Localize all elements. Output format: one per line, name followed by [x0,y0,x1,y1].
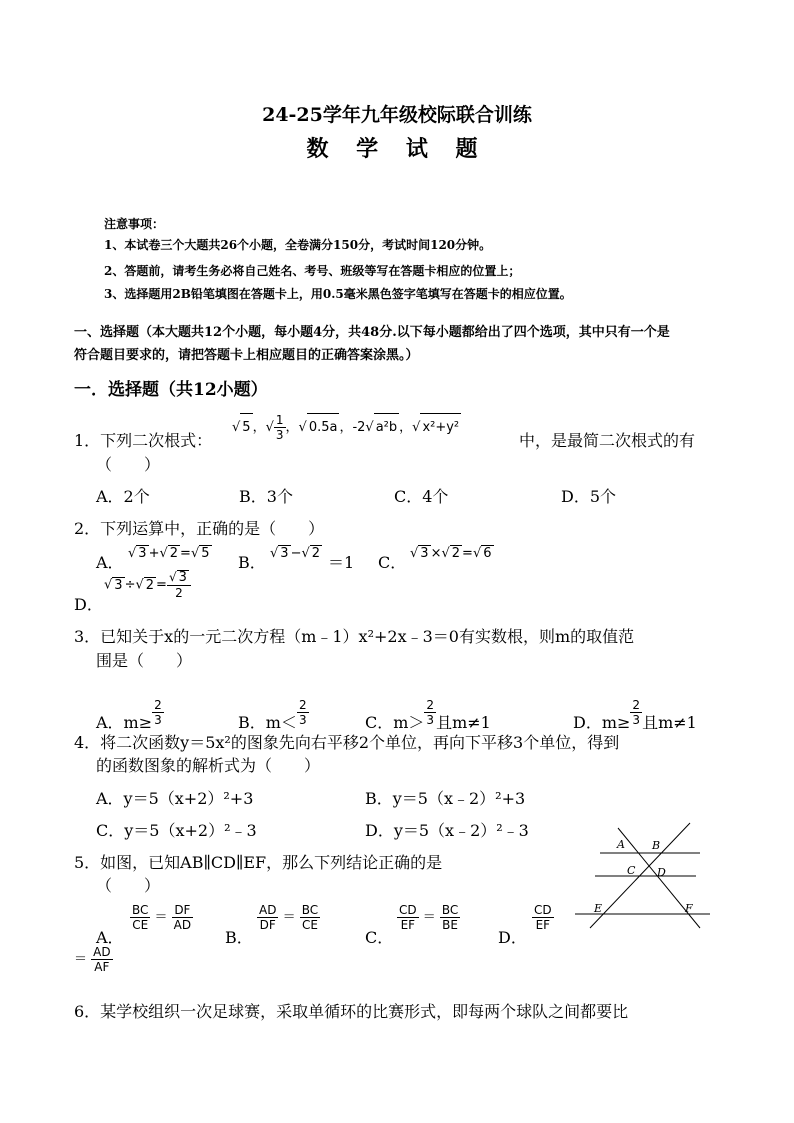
q2-option-b: √ 3 −√ 2 [270,546,321,561]
q2-option-c: √ 3 ×√ 2 =√ 6 [410,546,492,561]
q2-label-d: D． [74,595,103,614]
q5-label-a: A． [96,928,124,947]
q3-option-b: B．m＜ $\frac{2}{3}$ [238,698,307,732]
q1-stem-tail: 中，是最简二次根式的有 [519,431,696,450]
notice-item-3: 3、选择题用2B铅笔填图在答题卡上，用0.5毫米黑色签字笔填写在答题卡的相应位置。 [104,287,572,301]
section-intro-line2: 符合题目要求的，请把答题卡上相应题目的正确答案涂黑。） [74,348,419,363]
q2-option-d: √ 3 ÷√ 2 = $\frac{√ 3}{2}$ [104,570,191,600]
q5-option-c: $\frac{CD}{EF}$ ＝ $\frac{BC}{BE}$ [399,903,459,932]
label-d: D [657,866,666,879]
q5-option-d-part1: $\frac{CD}{EF}$ [534,903,552,932]
q5-stem: 5．如图，已知AB∥CD∥EF，那么下列结论正确的是 [74,853,443,872]
q1-option-a: A．2个 [96,487,150,506]
q2-option-b-rhs: ＝1 [328,553,355,572]
q1-option-c: C．4个 [394,487,449,506]
label-e: E [594,902,603,915]
q5-option-a: $\frac{BC}{CE}$ ＝ $\frac{DF}{AD}$ [132,903,192,932]
label-f: F [685,902,693,915]
q4-option-a: A．y＝5（x+2）²+3 [96,789,254,808]
label-a: A [617,838,625,851]
q2-stem: 2．下列运算中，正确的是（ ） [74,519,325,538]
notice-item-1: 1、本试卷三个大题共26个小题，全卷满分150分，考试时间120分钟。 [104,238,492,252]
q2-label-a: A． [96,553,124,572]
q2-label-b: B． [238,553,266,572]
q3-option-a: A．m≥ $\frac{2}{3}$ [96,698,162,732]
q1-radicals: √ 5 ，√ $\frac{1}{3}$ ，√ 0.5a ，-2√ a²b ，√ x²+y² [232,413,460,442]
q4-option-c: C．y＝5（x+2）²﹣3 [96,821,257,840]
q1-stem: 1．下列二次根式： [74,431,213,450]
exam-title: 24-25学年九年级校际联合训练 [262,104,532,126]
q4-option-d: D．y＝5（x﹣2）²﹣3 [365,821,529,840]
q2-label-c: C． [378,553,407,572]
q1-option-b: B．3个 [239,487,293,506]
q4-stem-line1: 4．将二次函数y＝5x²的图象先向右平移2个单位，再向下平移3个单位，得到 [74,733,620,752]
q1-option-d: D．5个 [561,487,617,506]
q2-option-a: √ 3 +√ 2 =√ 5 [128,546,210,561]
q3-stem-line2: 围是（ ） [96,651,193,670]
q4-stem-line2: 的函数图象的解析式为（ ） [96,756,321,775]
exam-subject: 数 学 试 题 [306,136,488,162]
label-c: C [627,864,636,877]
q3-option-d: D．m≥ $\frac{2}{3}$ 且m≠1 [573,698,697,732]
q5-option-b: $\frac{AD}{DF}$ ＝ $\frac{BC}{CE}$ [259,903,319,932]
notice-heading: 注意事项： [104,217,165,231]
q3-stem-line1: 3．已知关于x的一元二次方程（m﹣1）x²+2x﹣3＝0有实数根，则m的取值范 [74,627,635,646]
q5-option-d-part2: ＝ $\frac{AD}{AF}$ [74,945,111,974]
notice-item-2: 2、答题前，请考生务必将自己姓名、考号、班级等写在答题卡相应的位置上； [104,264,521,278]
q6-stem: 6．某学校组织一次足球赛，采取单循环的比赛形式，即每两个球队之间都要比 [74,1002,629,1021]
q1-blank: （ ） [96,455,161,474]
q4-option-b: B．y＝5（x﹣2）²+3 [365,789,526,808]
parallel-lines-figure [570,818,715,933]
q5-label-b: B． [225,928,253,947]
q5-label-c: C． [365,928,394,947]
label-b: B [652,839,661,852]
q5-blank: （ ） [96,876,161,895]
section-intro-line1: 一、选择题（本大题共12个小题，每小题4分，共48分.以下每小题都给出了四个选项，其中只有一个是 [74,325,670,340]
section-heading: 一．选择题（共12小题） [74,380,268,400]
q5-label-d: D． [498,928,527,947]
q3-option-c: C．m＞ $\frac{2}{3}$ 且m≠1 [365,698,491,732]
